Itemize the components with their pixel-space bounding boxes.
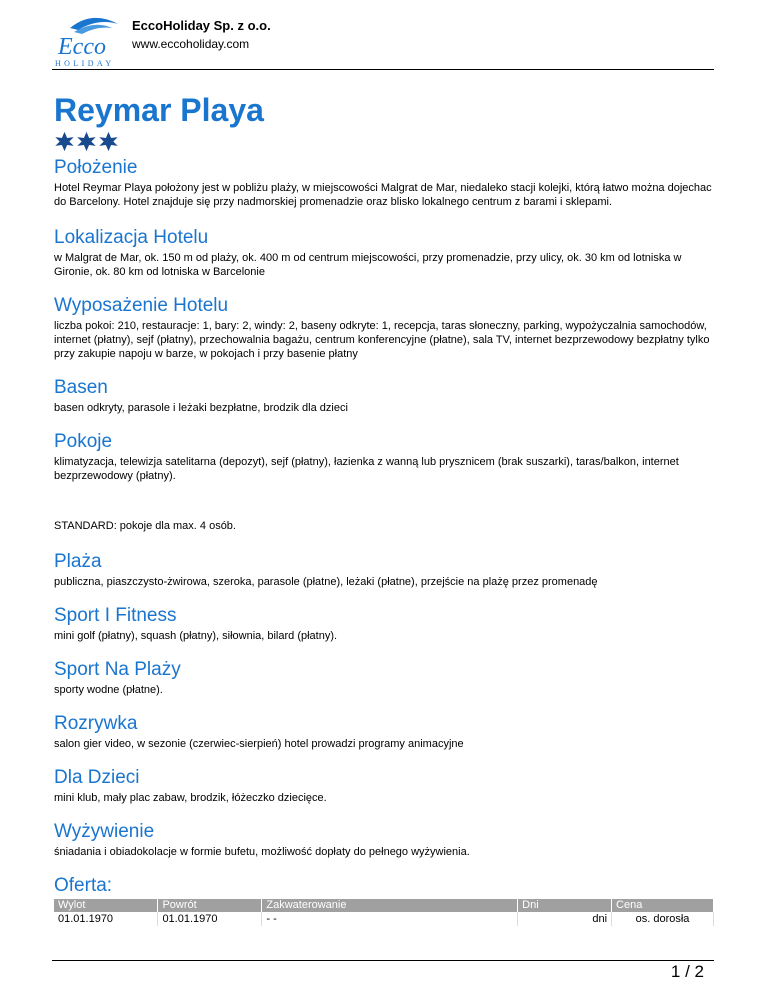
section-text: Hotel Reymar Playa położony jest w pobliżu plaży, w miejscowości Malgrat de Mar, niedaleko stacji kolejki, którą łatwo można dojechac do Barcelony. Hotel znajduje się przy nadmorskiej promenadzie oraz blisko lokalnego centrum z barami i sklepami. [54, 182, 712, 208]
section-title: Plaża [54, 551, 102, 572]
section-title: Rozrywka [54, 713, 138, 734]
company-name: EccoHoliday Sp. z o.o. [132, 18, 271, 33]
section-text: salon gier video, w sezonie (czerwiec-sierpień) hotel prowadzi programy animacyjne [54, 738, 464, 750]
section-title: Wyposażenie Hotelu [54, 295, 229, 316]
page-header [52, 14, 714, 70]
column-header-wylot: Wylot [54, 899, 158, 912]
cell-dni: dni [518, 912, 612, 926]
star-icon [98, 131, 119, 152]
table-row [54, 912, 714, 926]
header-divider [52, 69, 714, 70]
section-text-standard: STANDARD: pokoje dla max. 4 osób. [54, 520, 236, 532]
star-icon [76, 131, 97, 152]
section-pokoje [54, 431, 714, 533]
cell-cena: os. dorosła [612, 912, 714, 926]
section-polozenie [54, 157, 714, 209]
section-sport-fitness [54, 605, 714, 643]
section-text: w Malgrat de Mar, ok. 150 m od plaży, ok. 400 m od centrum miejscowości, przy promenadzie, przy ulicy, ok. 30 km od lotniska w Gironie, ok. 80 km od lotniska w Barcelonie [54, 252, 682, 278]
logo-sub: HOLIDAY [55, 59, 115, 68]
column-header-powrot: Powrót [158, 899, 262, 912]
section-title: Sport I Fitness [54, 605, 177, 626]
column-header-dni: Dni [518, 899, 612, 912]
cell-powrot: 01.01.1970 [158, 912, 262, 926]
document-body [54, 92, 714, 926]
offer-table [54, 899, 714, 926]
section-lokalizacja [54, 227, 714, 279]
star-rating [54, 131, 714, 153]
section-title: Dla Dzieci [54, 767, 140, 788]
cell-zakwaterowanie: - - [262, 912, 518, 926]
ecco-holiday-logo [52, 14, 126, 68]
section-sport-plaza [54, 659, 714, 697]
cell-wylot: 01.01.1970 [54, 912, 158, 926]
section-wyzywienie [54, 821, 714, 859]
section-title: Sport Na Plaży [54, 659, 181, 680]
section-plaza [54, 551, 714, 589]
section-text: mini golf (płatny), squash (płatny), siłownia, bilard (płatny). [54, 630, 338, 642]
section-text: publiczna, piaszczysto-żwirowa, szeroka, parasole (płatne), leżaki (płatne), przejście na plażę przez promenadę [54, 576, 598, 588]
section-text: śniadania i obiadokolacje w formie bufetu, możliwość dopłaty do pełnego wyżywienia. [54, 846, 470, 858]
section-text: mini klub, mały plac zabaw, brodzik, łóżeczko dziecięce. [54, 792, 327, 804]
section-title: Pokoje [54, 431, 113, 452]
company-info [132, 18, 271, 52]
section-title: Położenie [54, 157, 138, 178]
table-header-row [54, 899, 714, 912]
section-oferta [54, 875, 714, 926]
section-title: Lokalizacja Hotelu [54, 227, 209, 248]
section-text: basen odkryty, parasole i leżaki bezpłatne, brodzik dla dzieci [54, 402, 348, 414]
column-header-cena: Cena [612, 899, 714, 912]
footer-divider [52, 960, 714, 961]
section-title: Wyżywienie [54, 821, 155, 842]
star-icon [54, 131, 75, 152]
column-header-zakwaterowanie: Zakwaterowanie [262, 899, 518, 912]
section-basen [54, 377, 714, 415]
hotel-name: Reymar Playa [54, 92, 264, 128]
logo-word: Ecco [58, 34, 106, 60]
offer-title: Oferta: [54, 875, 113, 896]
section-text: sporty wodne (płatne). [54, 684, 163, 696]
page-number: 1 / 2 [670, 962, 704, 981]
company-url[interactable]: www.eccoholiday.com [132, 37, 250, 51]
section-rozrywka [54, 713, 714, 751]
section-text: klimatyzacja, telewizja satelitarna (depozyt), sejf (płatny), łazienka z wanną lub prysznicem (brak suszarki), taras/balkon, internet bezprzewodowy (płatny). [54, 456, 679, 482]
section-wyposazenie [54, 295, 714, 361]
section-title: Basen [54, 377, 108, 398]
section-text: liczba pokoi: 210, restauracje: 1, bary: 2, windy: 2, baseny odkryte: 1, recepcja, taras słoneczny, parking, wypożyczalnia samochodów, internet (płatny), sejf (płatny), przechowalnia bagażu, centrum konferencyjne (płatne), sala TV, internet bezprzewodowy bezpłatny tylko przy zakupie napoju w barze, w pokojach i przy basenie płatny [54, 320, 710, 360]
section-dla-dzieci [54, 767, 714, 805]
